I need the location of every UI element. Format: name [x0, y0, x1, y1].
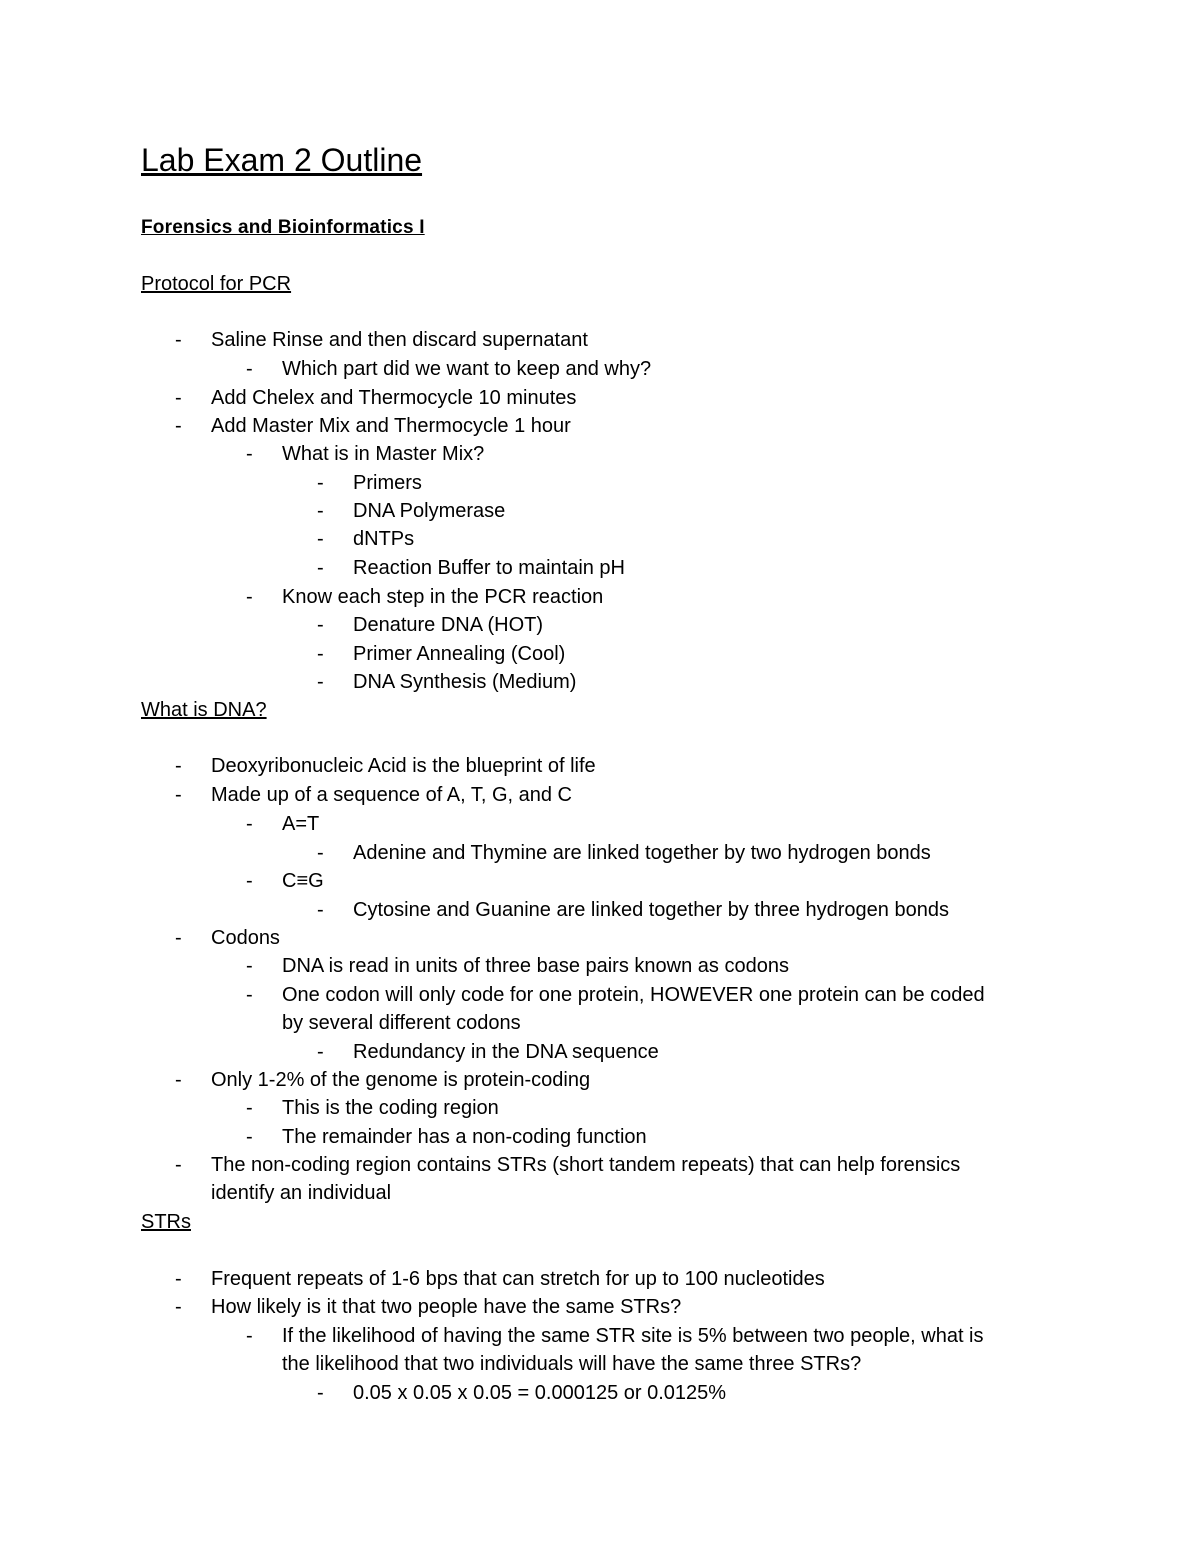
list-item: - Made up of a sequence of A, T, G, and C [175, 784, 572, 806]
list-item: - 0.05 x 0.05 x 0.05 = 0.000125 or 0.0125% [317, 1382, 727, 1404]
list-item: - What is in Master Mix? [246, 443, 485, 465]
list-item: - Saline Rinse and then discard supernatant [175, 329, 588, 351]
list-item: - Codons [175, 927, 280, 949]
list-item: - Deoxyribonucleic Acid is the blueprint of life [175, 755, 596, 777]
list-item: - Denature DNA (HOT) [317, 614, 544, 636]
section-subtitle: Forensics and Bioinformatics I [141, 217, 425, 238]
list-item: - The non-coding region contains STRs (short tandem repeats) that can help forensics [175, 1154, 961, 1176]
list-item: - Cytosine and Guanine are linked together by three hydrogen bonds [317, 899, 949, 921]
list-item: - Add Chelex and Thermocycle 10 minutes [175, 387, 577, 409]
list-item: - Redundancy in the DNA sequence [317, 1041, 659, 1063]
list-item: - Primers [317, 472, 422, 494]
list-item-continuation: the likelihood that two individuals will have the same three STRs? [282, 1353, 862, 1375]
list-item: - One codon will only code for one protein, HOWEVER one protein can be coded [246, 984, 985, 1006]
document-title: Lab Exam 2 Outline [141, 142, 423, 178]
list-item: - Add Master Mix and Thermocycle 1 hour [175, 415, 571, 437]
list-item: - DNA Polymerase [317, 500, 506, 522]
list-item: - If the likelihood of having the same STR site is 5% between two people, what is [246, 1325, 984, 1347]
list-item: - Adenine and Thymine are linked together by two hydrogen bonds [317, 842, 931, 864]
list-item: - Only 1-2% of the genome is protein-coding [175, 1069, 591, 1091]
list-item: - dNTPs [317, 528, 415, 550]
list-item: - DNA is read in units of three base pairs known as codons [246, 955, 789, 977]
list-item: - Primer Annealing (Cool) [317, 643, 566, 665]
list-item-continuation: identify an individual [211, 1182, 392, 1204]
list-item: - C≡G [246, 870, 324, 892]
list-item: - A=T [246, 813, 320, 835]
list-item: - Reaction Buffer to maintain pH [317, 557, 626, 579]
list-item: - Frequent repeats of 1-6 bps that can stretch for up to 100 nucleotides [175, 1268, 825, 1290]
list-item: - How likely is it that two people have the same STRs? [175, 1296, 682, 1318]
list-item: - This is the coding region [246, 1097, 499, 1119]
heading-strs: STRs [141, 1211, 191, 1233]
list-item: - Know each step in the PCR reaction [246, 586, 604, 608]
list-item: - Which part did we want to keep and why? [246, 358, 652, 380]
list-item-continuation: by several different codons [282, 1012, 521, 1034]
list-item: - The remainder has a non-coding function [246, 1126, 647, 1148]
list-item: - DNA Synthesis (Medium) [317, 671, 577, 693]
heading-protocol-for-pcr: Protocol for PCR [141, 273, 292, 295]
heading-what-is-dna: What is DNA? [141, 699, 267, 721]
